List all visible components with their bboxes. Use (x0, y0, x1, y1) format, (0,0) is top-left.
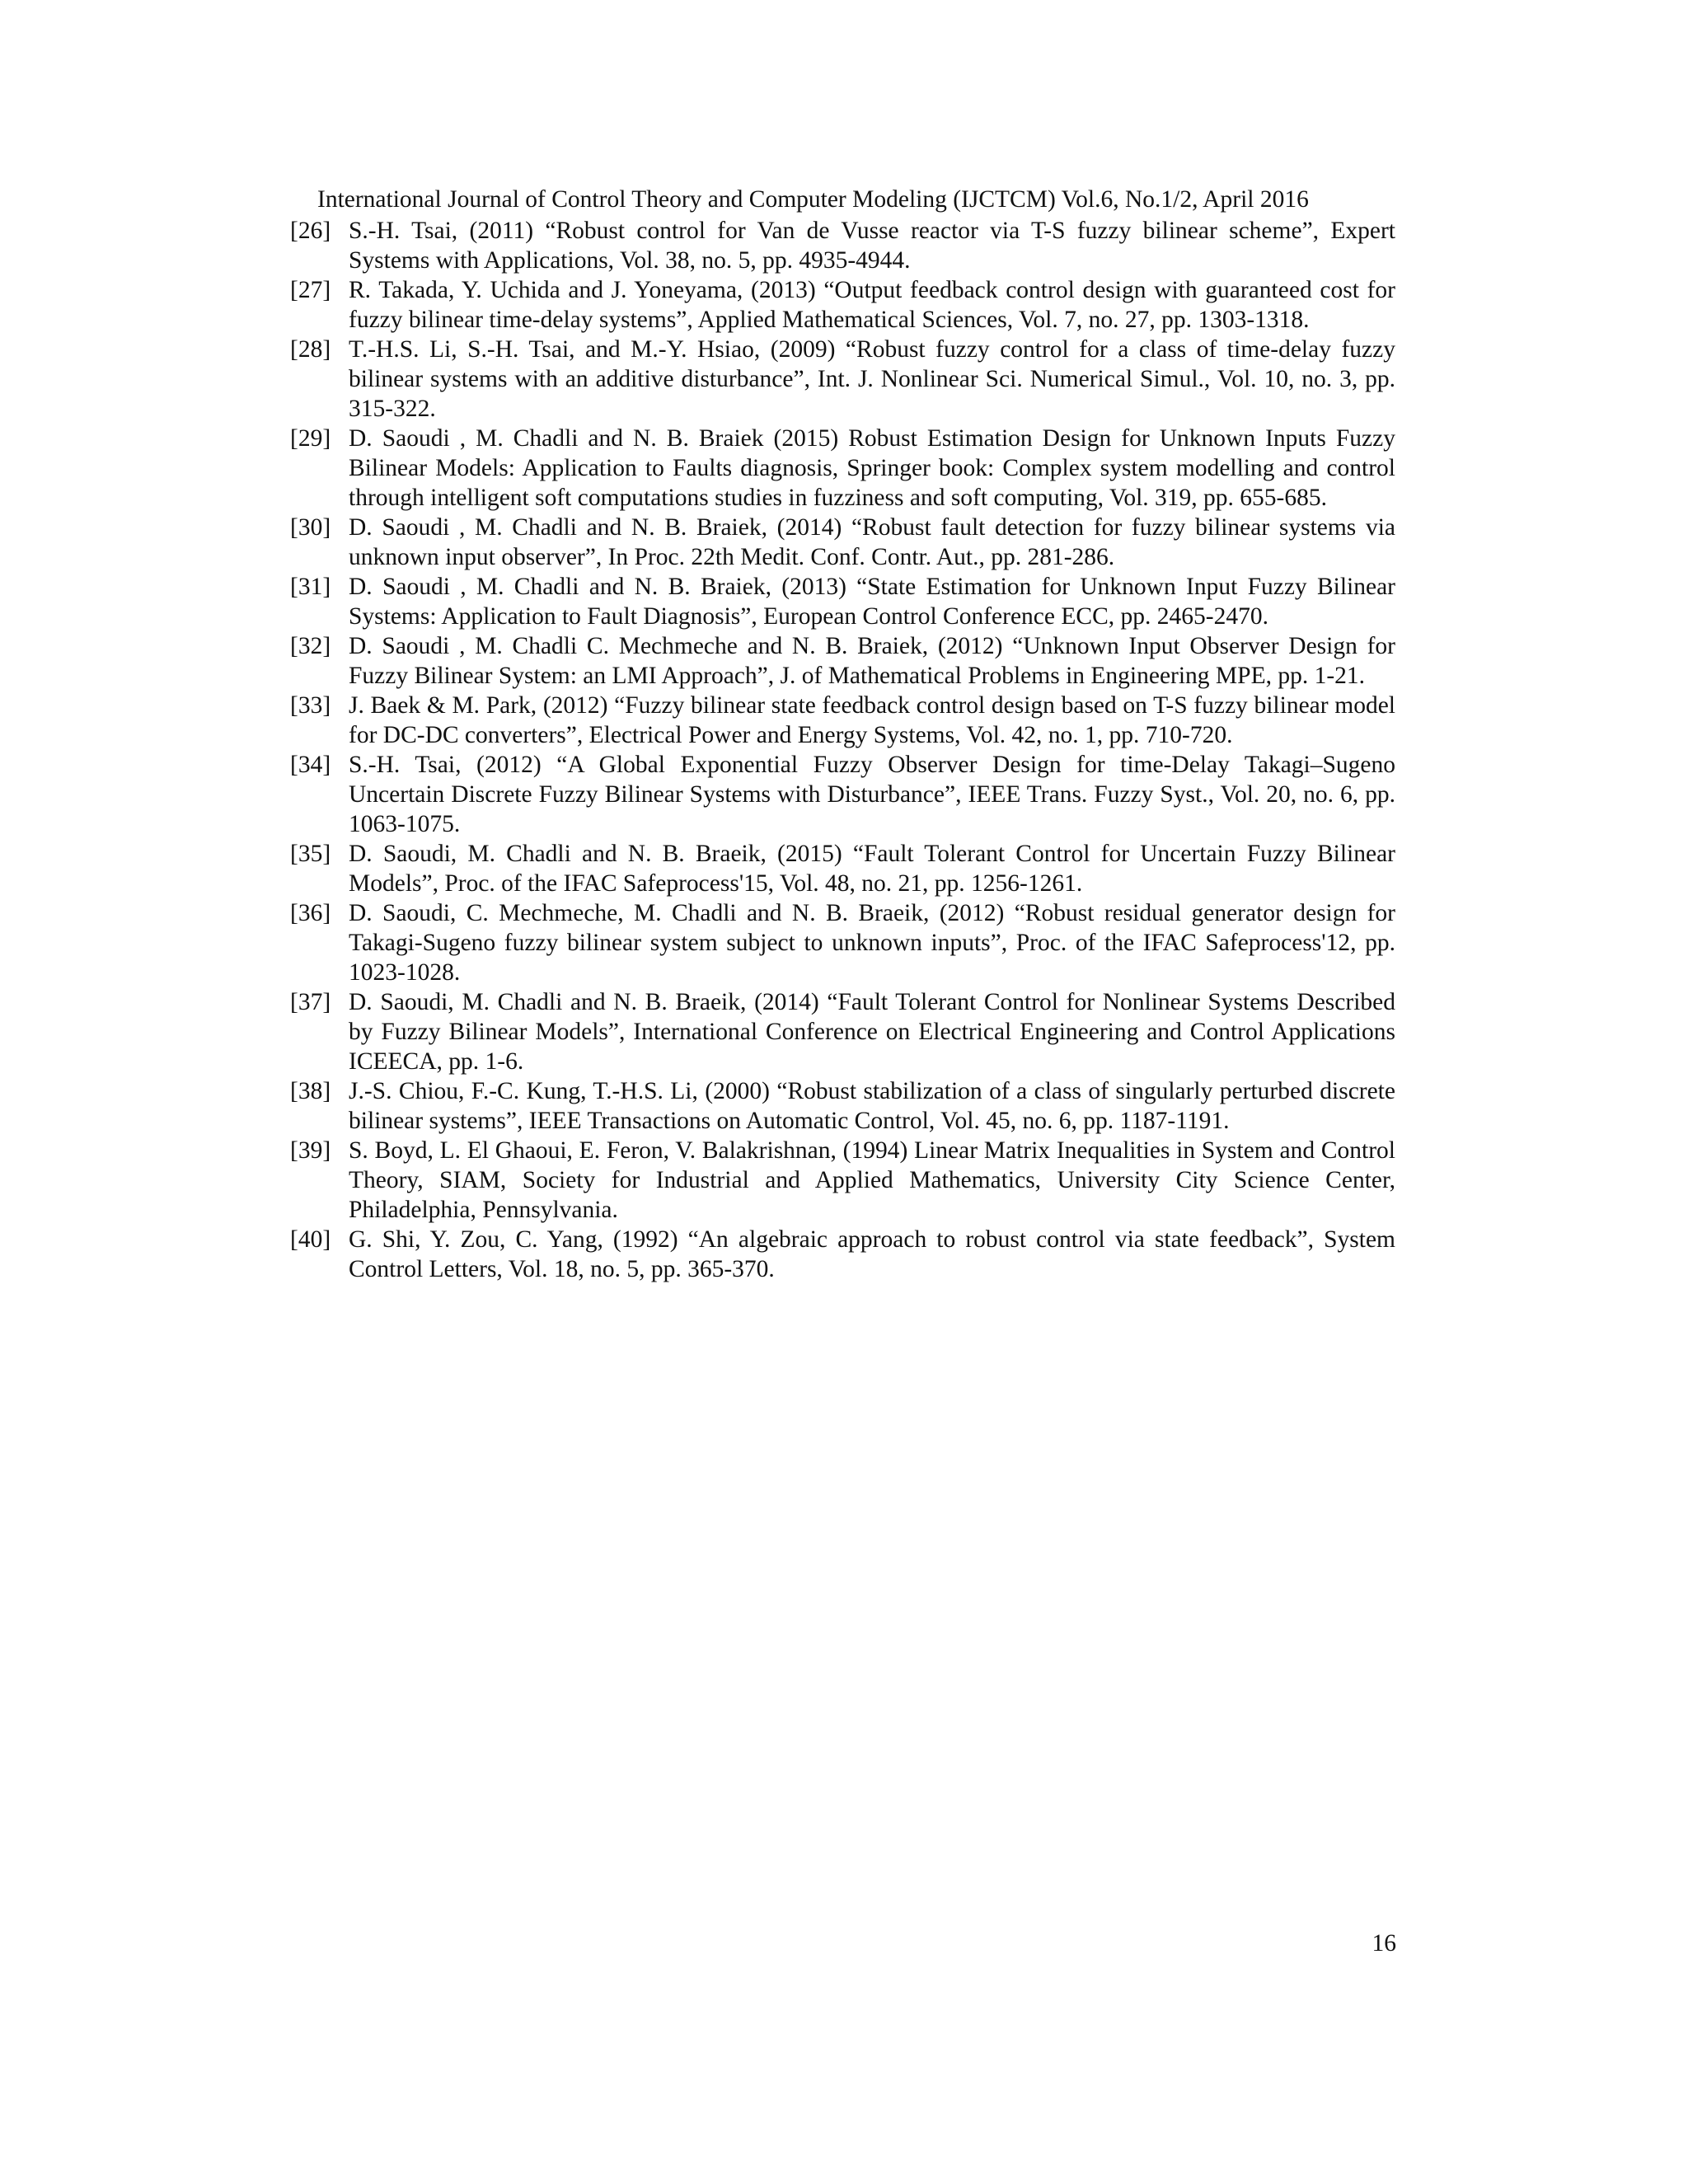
reference-text: J. Baek & M. Park, (2012) “Fuzzy bilinear state feedback control design based on T-S fuzzy bilinear model for DC-DC converters”, Electrical Power and Energy Systems, Vol. 42, no. 1, pp. 710-720. (349, 692, 1395, 748)
reference-text: D. Saoudi, M. Chadli and N. B. Braeik, (2014) “Fault Tolerant Control for Nonlinear Systems Described by Fuzzy Bilinear Models”, International Conference on Electrical Engineering and Control Applications ICEECA, pp. 1-6. (349, 989, 1395, 1075)
reference-text: J.-S. Chiou, F.-C. Kung, T.-H.S. Li, (2000) “Robust stabilization of a class of singularly perturbed discrete bilinear systems”, IEEE Transactions on Automatic Control, Vol. 45, no. 6, pp. 1187-1191. (349, 1078, 1395, 1134)
journal-header: International Journal of Control Theory and Computer Modeling (IJCTCM) Vol.6, No.1/2, April 2016 (317, 186, 1309, 213)
reference-item (290, 750, 1395, 839)
reference-text: D. Saoudi , M. Chadli C. Mechmeche and N. B. Braiek, (2012) “Unknown Input Observer Design for Fuzzy Bilinear System: an LMI Approach”, J. of Mathematical Problems in Engineering MPE, pp. 1-21. (349, 633, 1395, 689)
reference-text: S.-H. Tsai, (2011) “Robust control for Van de Vusse reactor via T-S fuzzy bilinear scheme”, Expert Systems with Applications, Vol. 38, no. 5, pp. 4935-4944. (349, 218, 1395, 274)
reference-item (290, 1225, 1395, 1284)
page-number: 16 (1372, 1930, 1396, 1957)
reference-item (290, 335, 1395, 424)
reference-item (290, 631, 1395, 691)
reference-text: D. Saoudi, M. Chadli and N. B. Braeik, (2015) “Fault Tolerant Control for Uncertain Fuzzy Bilinear Models”, Proc. of the IFAC Safeprocess'15, Vol. 48, no. 21, pp. 1256-1261. (349, 841, 1395, 897)
reference-number: [29] (290, 425, 331, 452)
reference-item (290, 424, 1395, 513)
reference-number: [31] (290, 574, 331, 600)
reference-number: [39] (290, 1137, 331, 1164)
reference-item (290, 275, 1395, 335)
reference-number: [35] (290, 841, 331, 867)
reference-number: [26] (290, 218, 331, 244)
reference-text: S.-H. Tsai, (2012) “A Global Exponential Fuzzy Observer Design for time-Delay Takagi–Sugeno Uncertain Discrete Fuzzy Bilinear Systems with Disturbance”, IEEE Trans. Fuzzy Syst., Vol. 20, no. 6, pp. 1063-1075. (349, 752, 1395, 837)
reference-number: [40] (290, 1226, 331, 1253)
reference-item (290, 513, 1395, 572)
reference-number: [32] (290, 633, 331, 659)
reference-number: [33] (290, 692, 331, 719)
reference-number: [27] (290, 277, 331, 303)
reference-item (290, 1136, 1395, 1225)
reference-item (290, 572, 1395, 631)
reference-text: D. Saoudi , M. Chadli and N. B. Braiek (2015) Robust Estimation Design for Unknown Inputs Fuzzy Bilinear Models: Application to Faults diagnosis, Springer book: Complex system modelling and control through intelligent soft computations studies in fuzziness and soft computing, Vol. 319, pp. 655-685. (349, 425, 1395, 511)
reference-number: [37] (290, 989, 331, 1015)
reference-text: D. Saoudi , M. Chadli and N. B. Braiek, (2013) “State Estimation for Unknown Input Fuzzy Bilinear Systems: Application to Fault Diagnosis”, European Control Conference ECC, pp. 2465-2470. (349, 574, 1395, 630)
reference-item (290, 1076, 1395, 1136)
reference-item (290, 216, 1395, 275)
reference-number: [30] (290, 514, 331, 541)
reference-text: T.-H.S. Li, S.-H. Tsai, and M.-Y. Hsiao, (2009) “Robust fuzzy control for a class of time-delay fuzzy bilinear systems with an additive disturbance”, Int. J. Nonlinear Sci. Numerical Simul., Vol. 10, no. 3, pp. 315-322. (349, 336, 1395, 422)
reference-number: [36] (290, 900, 331, 926)
reference-text: G. Shi, Y. Zou, C. Yang, (1992) “An algebraic approach to robust control via state feedback”, System Control Letters, Vol. 18, no. 5, pp. 365-370. (349, 1226, 1395, 1282)
reference-item (290, 839, 1395, 898)
reference-number: [28] (290, 336, 331, 363)
reference-number: [38] (290, 1078, 331, 1104)
reference-number: [34] (290, 752, 331, 778)
reference-item (290, 691, 1395, 750)
reference-item (290, 987, 1395, 1076)
reference-text: D. Saoudi , M. Chadli and N. B. Braiek, (2014) “Robust fault detection for fuzzy bilinear systems via unknown input observer”, In Proc. 22th Medit. Conf. Contr. Aut., pp. 281-286. (349, 514, 1395, 570)
reference-text: S. Boyd, L. El Ghaoui, E. Feron, V. Balakrishnan, (1994) Linear Matrix Inequalities in System and Control Theory, SIAM, Society for Industrial and Applied Mathematics, University City Science Center, Philadelphia, Pennsylvania. (349, 1137, 1395, 1223)
reference-item (290, 898, 1395, 987)
reference-text: R. Takada, Y. Uchida and J. Yoneyama, (2013) “Output feedback control design with guaranteed cost for fuzzy bilinear time-delay systems”, Applied Mathematical Sciences, Vol. 7, no. 27, pp. 1303-1318. (349, 277, 1395, 333)
reference-text: D. Saoudi, C. Mechmeche, M. Chadli and N. B. Braeik, (2012) “Robust residual generator design for Takagi-Sugeno fuzzy bilinear system subject to unknown inputs”, Proc. of the IFAC Safeprocess'12, pp. 1023-1028. (349, 900, 1395, 986)
reference-list (290, 216, 1395, 1284)
